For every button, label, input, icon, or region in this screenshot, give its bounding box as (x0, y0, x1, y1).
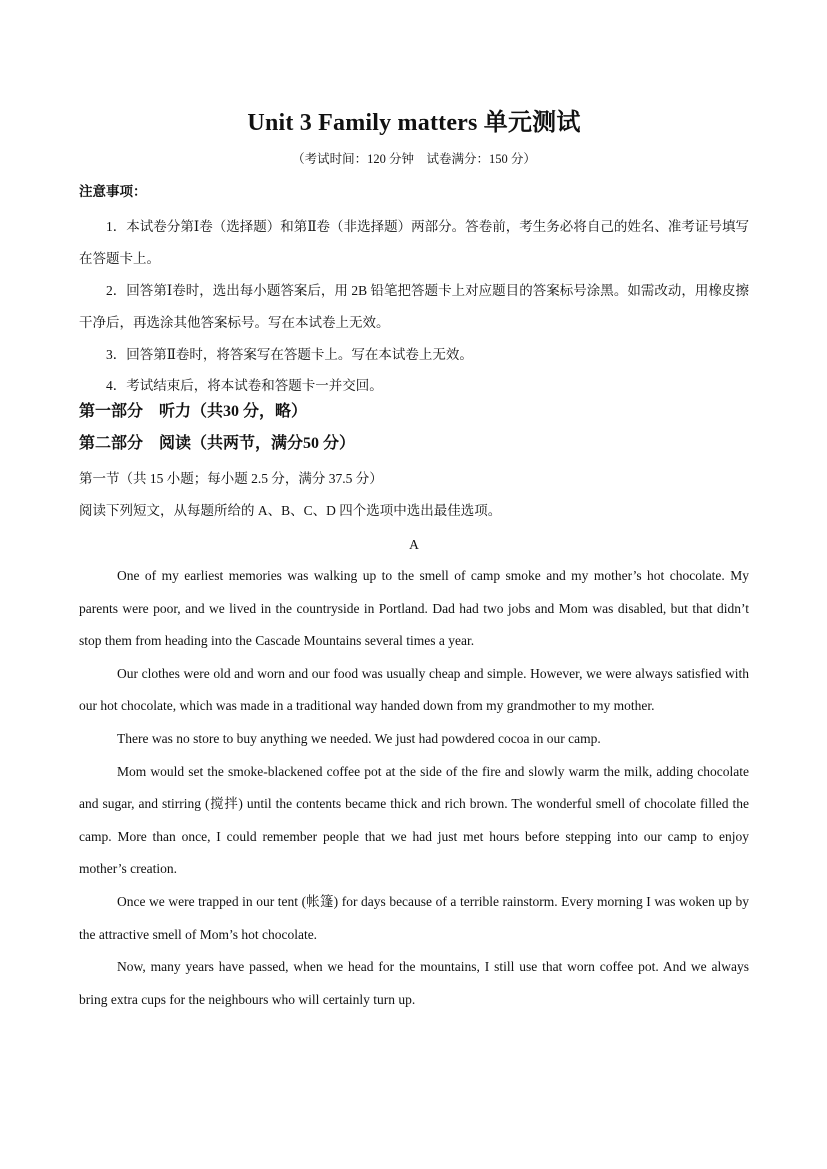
notice-heading: 注意事项： (79, 184, 147, 199)
part1-heading: 第一部分 听力（共30 分，略） (79, 403, 308, 420)
passage-paragraph: Once we were trapped in our tent (帐篷) for days because of a terrible rainstorm. Every morning I was woken up by the attractive smell of Mom’s hot chocolate. (79, 893, 749, 942)
notice-list (79, 211, 749, 400)
passage-paragraph: Now, many years have passed, when we head for the mountains, I still use that worn coffee pot. And we always bring extra cups for the neighbours who will certainly turn up. (79, 959, 749, 1007)
passage-label: A (409, 537, 419, 552)
reading-instruction: 阅读下列短文，从每题所给的 A、B、C、D 四个选项中选出最佳选项。 (79, 503, 502, 518)
notice-item: 2．回答第Ⅰ卷时，选出每小题答案后，用 2B 铅笔把答题卡上对应题目的答案标号涂黑。如需改动，用橡皮擦干净后，再选涂其他答案标号。写在本试卷上无效。 (79, 283, 749, 330)
notice-item: 1．本试卷分第Ⅰ卷（选择题）和第Ⅱ卷（非选择题）两部分。答卷前，考生务必将自己的姓名、准考证号填写在答题卡上。 (79, 219, 749, 266)
passage-paragraph: There was no store to buy anything we needed. We just had powdered cocoa in our camp. (117, 730, 601, 746)
passage-a (79, 560, 749, 1016)
passage-paragraph: One of my earliest memories was walking up to the smell of camp smoke and my mother’s hot chocolate. My parents were poor, and we lived in the countryside in Portland. Dad had two jobs and Mom was disabled, but that didn’t stop them from heading into the Cascade Mountains several times a year. (79, 568, 749, 649)
passage-paragraph: Our clothes were old and worn and our food was usually cheap and simple. However, we were always satisfied with our hot chocolate, which was made in a traditional way handed down from my grandmother to my mother. (79, 665, 749, 714)
passage-paragraph: Mom would set the smoke-blackened coffee pot at the side of the fire and slowly warm the milk, adding chocolate and sugar, and stirring (搅拌) until the contents became thick and rich brown. The wonderful smell of chocolate filled the camp. More than once, I could remember people that we had just met hours before stepping into our camp to enjoy mother’s creation. (79, 763, 749, 877)
document-title: Unit 3 Family matters 单元测试 (247, 110, 581, 136)
section1-info: 第一节（共 15 小题；每小题 2.5 分，满分 37.5 分） (79, 471, 383, 486)
part2-heading: 第二部分 阅读（共两节，满分50 分） (79, 435, 356, 452)
exam-time-info: （考试时间：120 分钟 试卷满分：150 分） (292, 152, 536, 166)
notice-item: 3．回答第Ⅱ卷时，将答案写在答题卡上。写在本试卷上无效。 (106, 347, 473, 362)
notice-item: 4．考试结束后，将本试卷和答题卡一并交回。 (106, 378, 383, 393)
